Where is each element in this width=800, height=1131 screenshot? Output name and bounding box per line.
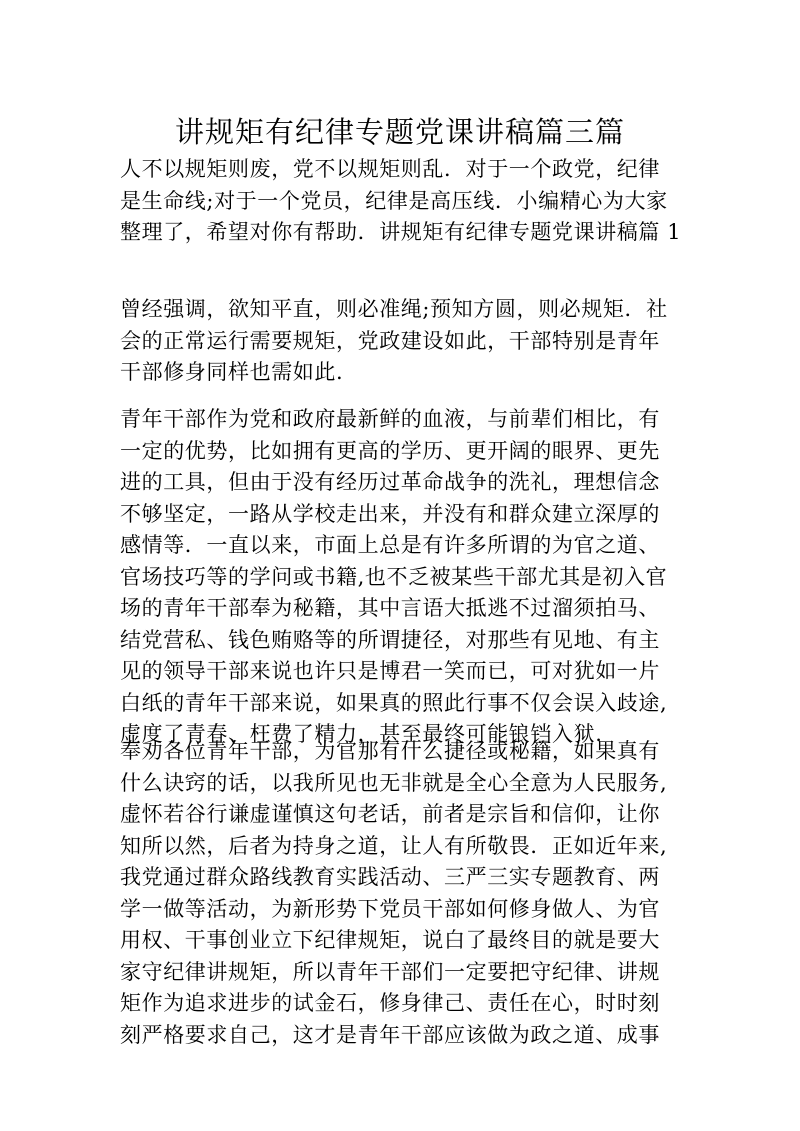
text-line: 知所以然，后者为持身之道，让人有所敬畏．正如近年来, — [120, 833, 668, 858]
text-line: 学一做等活动，为新形势下党员干部如何修身做人、为官 — [120, 896, 660, 921]
text-line: 我党通过群众路线教育实践活动、三严三实专题教育、两 — [120, 865, 660, 889]
text-line: 人不以规矩则废，党不以规矩则乱．对于一个政党，纪律 — [120, 157, 660, 181]
text-line: 一定的优势，比如拥有更高的学历、更开阔的眼界、更先 — [120, 438, 660, 463]
text-line: 家守纪律讲规矩，所以青年干部们一定要把守纪律、讲规 — [120, 959, 660, 984]
text-line: 刻严格要求自己，这才是青年干部应该做为政之道、成事 — [120, 1022, 660, 1047]
text-line: 干部修身同样也需如此. — [120, 360, 344, 384]
text-line: 会的正常运行需要规矩，党政建设如此，干部特别是青年 — [120, 328, 660, 353]
text-line: 场的青年干部奉为秘籍，其中言语大抵逃不过溜须拍马、 — [120, 596, 660, 620]
text-line: 白纸的青年干部来说，如果真的照此行事不仅会误入歧途, — [120, 690, 668, 715]
paragraph-intro — [120, 154, 690, 249]
paragraph-advice — [120, 736, 690, 1051]
paragraph-rules — [120, 294, 690, 389]
text-line: 虚度了青春、枉费了精力，甚至最终可能锒铛入狱. — [120, 722, 603, 746]
text-line: 什么诀窍的话，以我所见也无非就是全心全意为人民服务, — [120, 770, 668, 795]
text-line: 进的工具，但由于没有经历过革命战争的洗礼，理想信念 — [120, 470, 660, 494]
text-line: 见的领导干部来说也许只是博君一笑而已，可对犹如一片 — [120, 659, 660, 683]
text-line: 是生命线;对于一个党员，纪律是高压线．小编精心为大家 — [120, 188, 668, 213]
text-line: 官场技巧等的学问或书籍,也不乏被某些干部尤其是初入官 — [120, 564, 668, 589]
paragraph-young-cadres — [120, 404, 690, 751]
text-line: 感情等．一直以来，市面上总是有许多所谓的为官之道、 — [120, 533, 660, 557]
document-title: 讲规矩有纪律专题党课讲稿篇三篇 — [174, 115, 625, 149]
text-line: 青年干部作为党和政府最新鲜的血液，与前辈们相比，有 — [120, 407, 660, 431]
text-line: 曾经强调，欲知平直，则必准绳;预知方圆，则必规矩．社 — [120, 297, 668, 321]
text-line: 结党营私、钱色贿赂等的所谓捷径，对那些有见地、有主 — [120, 627, 660, 652]
text-line: 虚怀若谷行谦虚谨慎这句老话，前者是宗旨和信仰，让你 — [120, 802, 660, 826]
text-line: 奉劝各位青年干部，为官那有什么捷径或秘籍，如果真有 — [120, 739, 660, 763]
text-line: 不够坚定，一路从学校走出来，并没有和群众建立深厚的 — [120, 501, 660, 526]
text-line: 用权、干事创业立下纪律规矩，说白了最终目的就是要大 — [120, 928, 660, 952]
text-line: 整理了，希望对你有帮助．讲规矩有纪律专题党课讲稿篇 1 — [120, 220, 682, 244]
text-line: 矩作为追求进步的试金石，修身律己、责任在心，时时刻 — [120, 991, 660, 1015]
